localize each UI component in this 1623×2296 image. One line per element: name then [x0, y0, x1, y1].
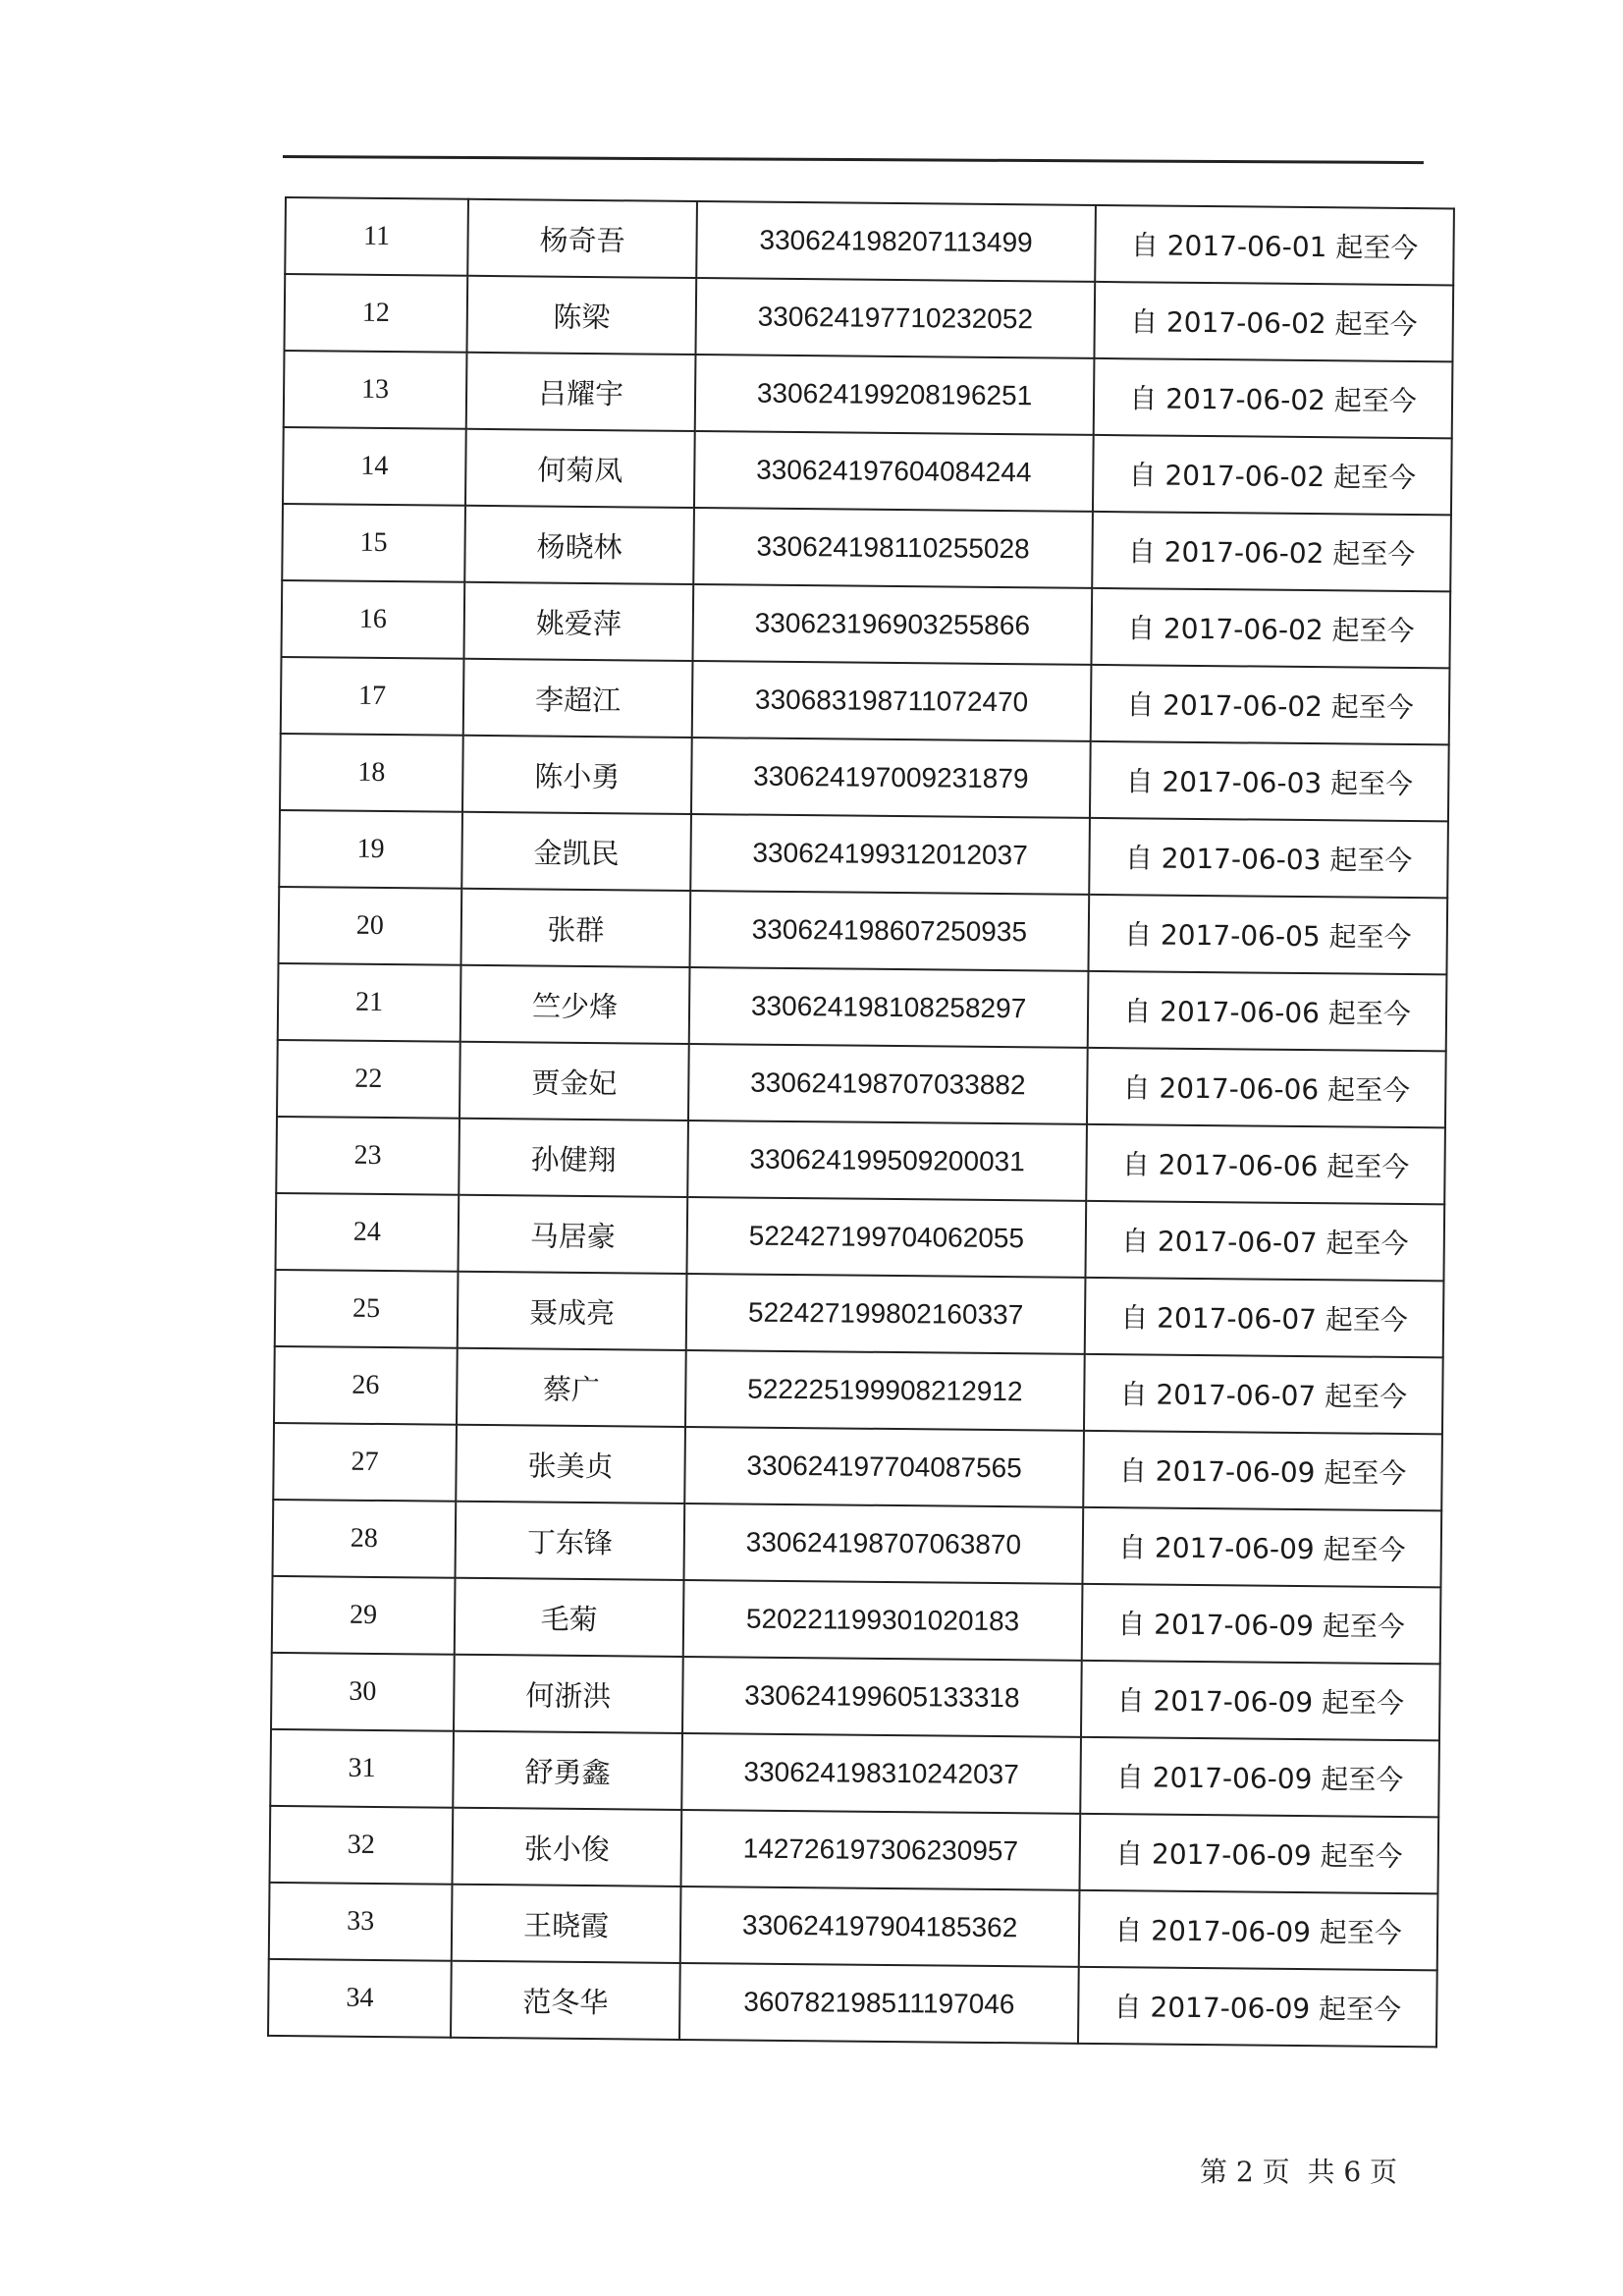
id-number-cell: 330683198711072470 [692, 661, 1092, 741]
id-number-cell: 330624199312012037 [690, 814, 1090, 895]
id-number-cell: 330624198707063870 [683, 1503, 1083, 1584]
row-number-cell: 21 [278, 963, 461, 1042]
period-cell: 自 2017-06-02 起至今 [1091, 588, 1450, 669]
period-cell: 自 2017-06-09 起至今 [1082, 1507, 1441, 1588]
name-cell: 马居豪 [458, 1195, 687, 1274]
period-cell: 自 2017-06-02 起至今 [1094, 358, 1453, 439]
period-cell: 自 2017-06-09 起至今 [1082, 1584, 1441, 1665]
name-cell: 蔡广 [457, 1348, 686, 1427]
name-cell: 舒勇鑫 [453, 1731, 682, 1810]
period-cell: 自 2017-06-09 起至今 [1078, 1967, 1437, 2048]
table-row [282, 504, 1451, 591]
id-number-cell: 330624198607250935 [689, 891, 1089, 971]
name-cell: 张小俊 [453, 1808, 682, 1886]
page-number: 第 2 页 [1200, 2156, 1290, 2188]
period-cell: 自 2017-06-02 起至今 [1093, 435, 1452, 516]
row-number-cell: 29 [272, 1576, 456, 1655]
row-number-cell: 17 [281, 657, 464, 736]
table-row [272, 1576, 1441, 1664]
id-number-cell: 330624197009231879 [691, 738, 1091, 818]
name-cell: 何浙洪 [454, 1655, 683, 1733]
id-number-cell: 330624197704087565 [684, 1427, 1084, 1507]
id-number-cell: 330624198310242037 [681, 1733, 1081, 1814]
table-row [276, 1193, 1445, 1281]
period-cell: 自 2017-06-05 起至今 [1088, 895, 1447, 975]
name-cell: 竺少烽 [460, 965, 690, 1044]
id-number-cell: 520221199301020183 [683, 1580, 1083, 1661]
name-cell: 孙健翔 [459, 1119, 688, 1197]
id-number-cell: 330624199605133318 [682, 1657, 1082, 1737]
registry-table-wrapper [267, 196, 1453, 2048]
table-row [284, 274, 1453, 361]
id-number-cell: 142726197306230957 [680, 1810, 1080, 1890]
period-cell: 自 2017-06-07 起至今 [1085, 1278, 1444, 1358]
id-number-cell: 330623196903255866 [692, 584, 1092, 665]
name-cell: 聂成亮 [458, 1272, 687, 1350]
period-cell: 自 2017-06-09 起至今 [1081, 1661, 1440, 1741]
id-number-cell: 330624199208196251 [695, 355, 1095, 435]
period-cell: 自 2017-06-09 起至今 [1080, 1737, 1439, 1818]
row-number-cell: 13 [284, 351, 467, 429]
name-cell: 张群 [460, 889, 690, 967]
table-row [274, 1346, 1443, 1434]
row-number-cell: 22 [277, 1040, 460, 1119]
table-row [283, 427, 1452, 515]
table-row [275, 1270, 1444, 1357]
name-cell: 姚爱萍 [463, 582, 693, 661]
table-row [277, 1040, 1446, 1127]
name-cell: 贾金妃 [460, 1042, 689, 1121]
row-number-cell: 18 [280, 734, 463, 812]
id-number-cell: 330624197710232052 [695, 278, 1095, 358]
row-number-cell: 31 [270, 1729, 454, 1808]
name-cell: 陈小勇 [462, 736, 692, 814]
row-number-cell: 14 [283, 427, 466, 506]
name-cell: 范冬华 [451, 1961, 680, 2040]
id-number-cell: 330624198207113499 [696, 201, 1096, 282]
period-cell: 自 2017-06-06 起至今 [1088, 971, 1447, 1052]
table-row [278, 963, 1447, 1051]
row-number-cell: 20 [279, 887, 462, 965]
period-cell: 自 2017-06-09 起至今 [1079, 1814, 1438, 1894]
period-cell: 自 2017-06-02 起至今 [1094, 282, 1453, 362]
id-number-cell: 522427199704062055 [686, 1197, 1086, 1278]
row-number-cell: 24 [276, 1193, 460, 1272]
row-number-cell: 23 [276, 1117, 460, 1195]
table-row [276, 1117, 1445, 1204]
table-row [279, 810, 1448, 898]
row-number-cell: 28 [273, 1500, 457, 1578]
period-cell: 自 2017-06-01 起至今 [1095, 205, 1454, 286]
table-row [270, 1806, 1439, 1893]
row-number-cell: 32 [270, 1806, 454, 1885]
registry-table-body [268, 197, 1454, 2047]
name-cell: 杨晓林 [464, 506, 694, 584]
id-number-cell: 522225199908212912 [685, 1350, 1085, 1431]
registry-table [267, 196, 1455, 2048]
row-number-cell: 16 [281, 580, 464, 659]
id-number-cell: 330624197904185362 [680, 1886, 1080, 1967]
row-number-cell: 11 [285, 197, 468, 276]
table-row [279, 887, 1448, 974]
period-cell: 自 2017-06-02 起至今 [1092, 512, 1451, 592]
row-number-cell: 33 [269, 1883, 453, 1961]
table-row [281, 657, 1450, 744]
period-cell: 自 2017-06-03 起至今 [1090, 741, 1449, 822]
row-number-cell: 27 [273, 1423, 457, 1502]
row-number-cell: 12 [284, 274, 467, 353]
row-number-cell: 15 [282, 504, 465, 582]
period-cell: 自 2017-06-03 起至今 [1089, 818, 1448, 899]
page-total: 共 6 页 [1307, 2156, 1398, 2188]
name-cell: 何菊凤 [465, 429, 695, 508]
name-cell: 杨奇吾 [467, 199, 697, 278]
name-cell: 毛菊 [455, 1578, 684, 1657]
page-footer [1200, 2151, 1397, 2190]
name-cell: 丁东锋 [456, 1502, 685, 1580]
name-cell: 张美贞 [456, 1425, 685, 1503]
id-number-cell: 360782198511197046 [679, 1963, 1079, 2044]
table-row [280, 734, 1449, 821]
id-number-cell: 330624199509200031 [687, 1121, 1087, 1201]
table-row [281, 580, 1450, 668]
table-row [284, 351, 1453, 438]
row-number-cell: 30 [271, 1653, 455, 1731]
table-row [268, 1959, 1437, 2047]
period-cell: 自 2017-06-06 起至今 [1086, 1124, 1445, 1205]
row-number-cell: 19 [279, 810, 462, 889]
id-number-cell: 330624198110255028 [693, 508, 1093, 588]
id-number-cell: 330624197604084244 [694, 431, 1094, 512]
period-cell: 自 2017-06-07 起至今 [1085, 1201, 1444, 1282]
period-cell: 自 2017-06-09 起至今 [1083, 1431, 1442, 1511]
table-row [285, 197, 1454, 285]
name-cell: 王晓霞 [452, 1885, 681, 1963]
row-number-cell: 26 [274, 1346, 458, 1425]
id-number-cell: 522427199802160337 [686, 1274, 1086, 1354]
name-cell: 陈梁 [466, 276, 696, 355]
row-number-cell: 25 [275, 1270, 459, 1348]
table-row [271, 1653, 1440, 1740]
period-cell: 自 2017-06-07 起至今 [1084, 1354, 1443, 1435]
name-cell: 李超江 [463, 659, 693, 738]
table-row [270, 1729, 1439, 1817]
period-cell: 自 2017-06-06 起至今 [1087, 1048, 1446, 1128]
table-row [269, 1883, 1438, 1970]
name-cell: 金凯民 [461, 812, 691, 891]
name-cell: 吕耀宇 [466, 353, 696, 431]
table-row [273, 1500, 1442, 1587]
header-rule [283, 155, 1424, 164]
period-cell: 自 2017-06-09 起至今 [1079, 1890, 1438, 1971]
period-cell: 自 2017-06-02 起至今 [1091, 665, 1450, 745]
table-row [273, 1423, 1442, 1510]
row-number-cell: 34 [268, 1959, 452, 2038]
id-number-cell: 330624198707033882 [688, 1044, 1088, 1124]
id-number-cell: 330624198108258297 [689, 967, 1089, 1048]
